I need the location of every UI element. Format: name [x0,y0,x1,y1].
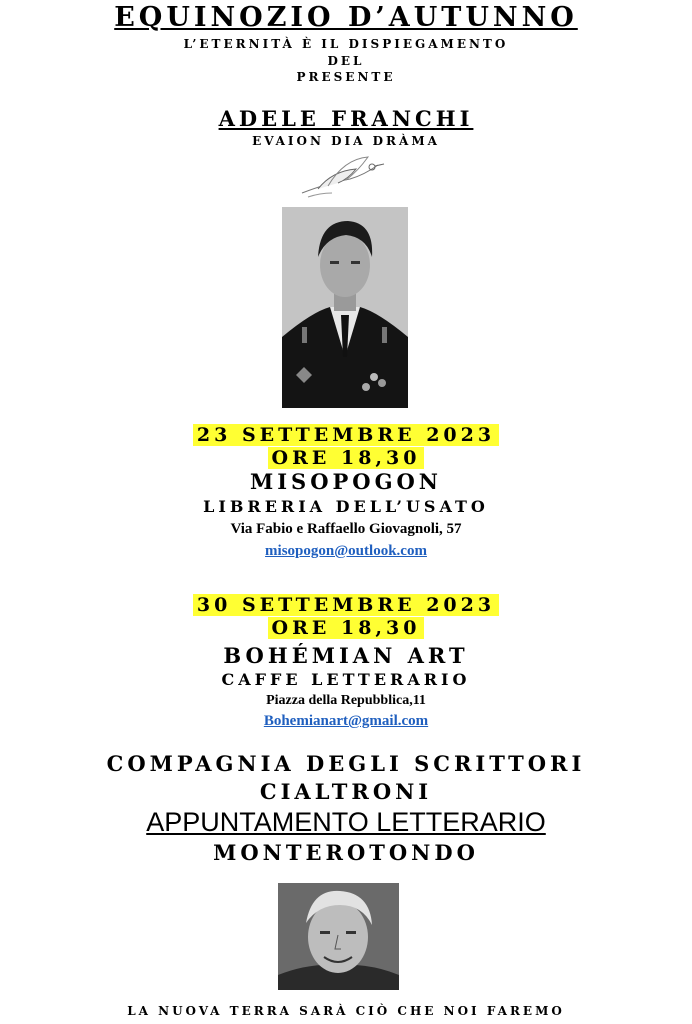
org-name-line2: CIALTRONI [259,779,433,804]
event1-email-link[interactable]: misopogon@outlook.com [265,543,427,559]
author-name: ADELE FRANCHI [218,106,474,131]
poster-subtitle-line1: L’ETERNITÀ È IL DISPIEGAMENTO [183,37,509,51]
event2-venue-type: CAFFE LETTERARIO [221,670,471,689]
event2-date: 30 SETTEMBRE 2023 [0,594,692,616]
event2-email-link[interactable]: Bohemianart@gmail.com [263,713,429,729]
org-name-line1: COMPAGNIA DEGLI SCRITTORI [106,751,586,776]
appointment-heading: APPUNTAMENTO LETTERARIO [146,807,546,837]
event2-time: ORE 18,30 [0,617,692,639]
event2-address: Piazza della Repubblica,11 [266,693,426,708]
event1-time: ORE 18,30 [0,447,692,469]
poster-subtitle-line3: PRESENTE [296,70,396,84]
portrait-photo-elderly-man [278,883,399,990]
portrait-photo-military-man [282,207,408,408]
poster-subtitle-line2: DEL [327,54,365,68]
poster-title: EQUINOZIO D’AUTUNNO [114,2,578,33]
event1-address: Via Fabio e Raffaello Giovagnoli, 57 [230,521,462,537]
event2-venue: BOHÉMIAN ART [223,643,469,668]
event2-email-row [0,711,692,730]
closing-motto: LA NUOVA TERRA SARÀ CIÒ CHE NOI FAREMO [127,1004,565,1018]
city-name: MONTEROTONDO [213,840,479,865]
event1-email-row [0,541,692,560]
event1-venue-type: LIBRERIA DELL’USATO [203,497,489,516]
event1-date: 23 SETTEMBRE 2023 [0,424,692,446]
event1-venue: MISOPOGON [249,469,443,494]
author-tagline: EVAION DIA DRÀMA [252,134,440,148]
bird-drawing-icon [298,153,386,203]
